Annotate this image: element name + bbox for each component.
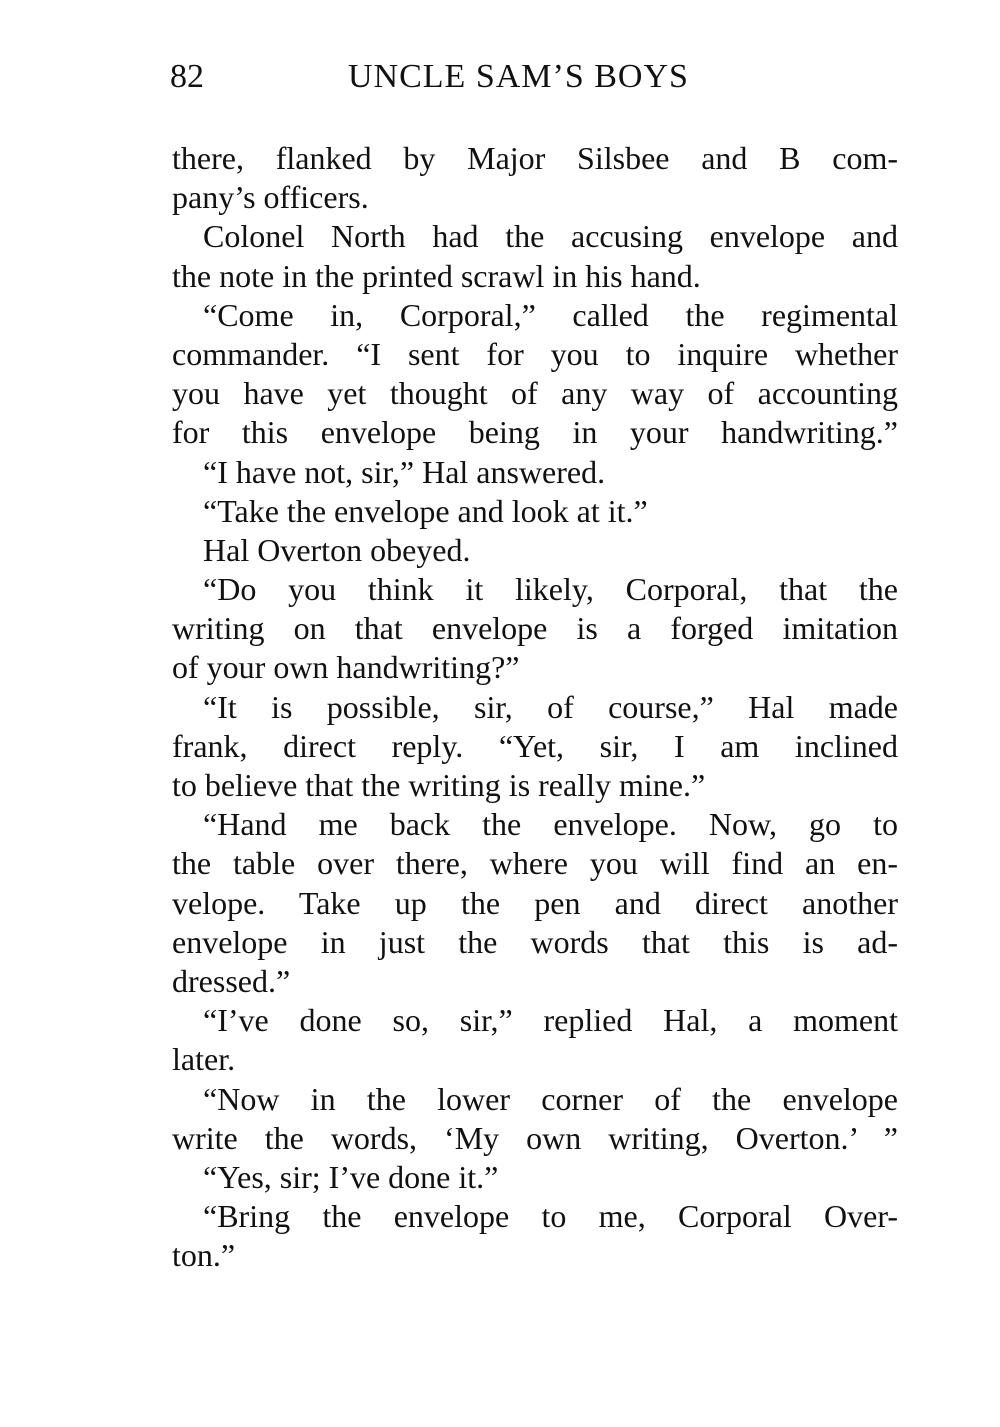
text-line: “Take the envelope and look at it.” (203, 492, 648, 529)
text-line: to believe that the writing is really mine.” (172, 767, 706, 803)
text-line: “I’ve done so, sir,” replied Hal, a moment (203, 1002, 898, 1039)
text-line: for this envelope being in your handwriting.” (172, 414, 898, 451)
text-line: the table over there, where you will find an en- (172, 845, 898, 882)
text-line: commander. “I sent for you to inquire whether (172, 335, 898, 372)
text-line: the note in the printed scrawl in his hand. (172, 257, 701, 294)
text-line: you have yet thought of any way of accounting (172, 375, 898, 412)
text-line: “Do you think it likely, Corporal, that the (203, 571, 898, 608)
text-line: writing on that envelope is a forged imitation (172, 610, 898, 647)
text-line: “I have not, sir,” Hal answered. (203, 453, 606, 490)
text-line: frank, direct reply. “Yet, sir, I am inclined (172, 727, 898, 764)
text-line: Colonel North had the accusing envelope and (203, 218, 898, 255)
page-header (170, 52, 730, 102)
text-line: “Come in, Corporal,” called the regimental (203, 296, 898, 333)
text-line: envelope in just the words that this is ad- (172, 923, 898, 960)
text-line: “Hand me back the envelope. Now, go to (203, 806, 898, 843)
text-line: velope. Take up the pen and direct another (172, 884, 898, 921)
body-text (172, 139, 898, 1275)
running-title: UNCLE SAM’S BOYS (348, 58, 689, 95)
text-line: Hal Overton obeyed. (203, 531, 471, 568)
text-line: of your own handwriting?” (172, 649, 520, 686)
text-line: write the words, ‘My own writing, Overton.’ ” (172, 1119, 898, 1156)
page-number: 82 (170, 58, 204, 95)
text-line: there, flanked by Major Silsbee and B com- (172, 140, 898, 176)
text-line: later. (172, 1041, 236, 1078)
text-line: “Bring the envelope to me, Corporal Over- (203, 1198, 898, 1235)
text-line: “Yes, sir; I’ve done it.” (203, 1158, 499, 1195)
text-line: “Now in the lower corner of the envelope (203, 1080, 898, 1117)
text-line: “It is possible, sir, of course,” Hal made (203, 688, 898, 725)
text-line: pany’s officers. (172, 179, 369, 216)
text-line: dressed.” (172, 962, 291, 999)
text-line: ton.” (172, 1237, 236, 1274)
